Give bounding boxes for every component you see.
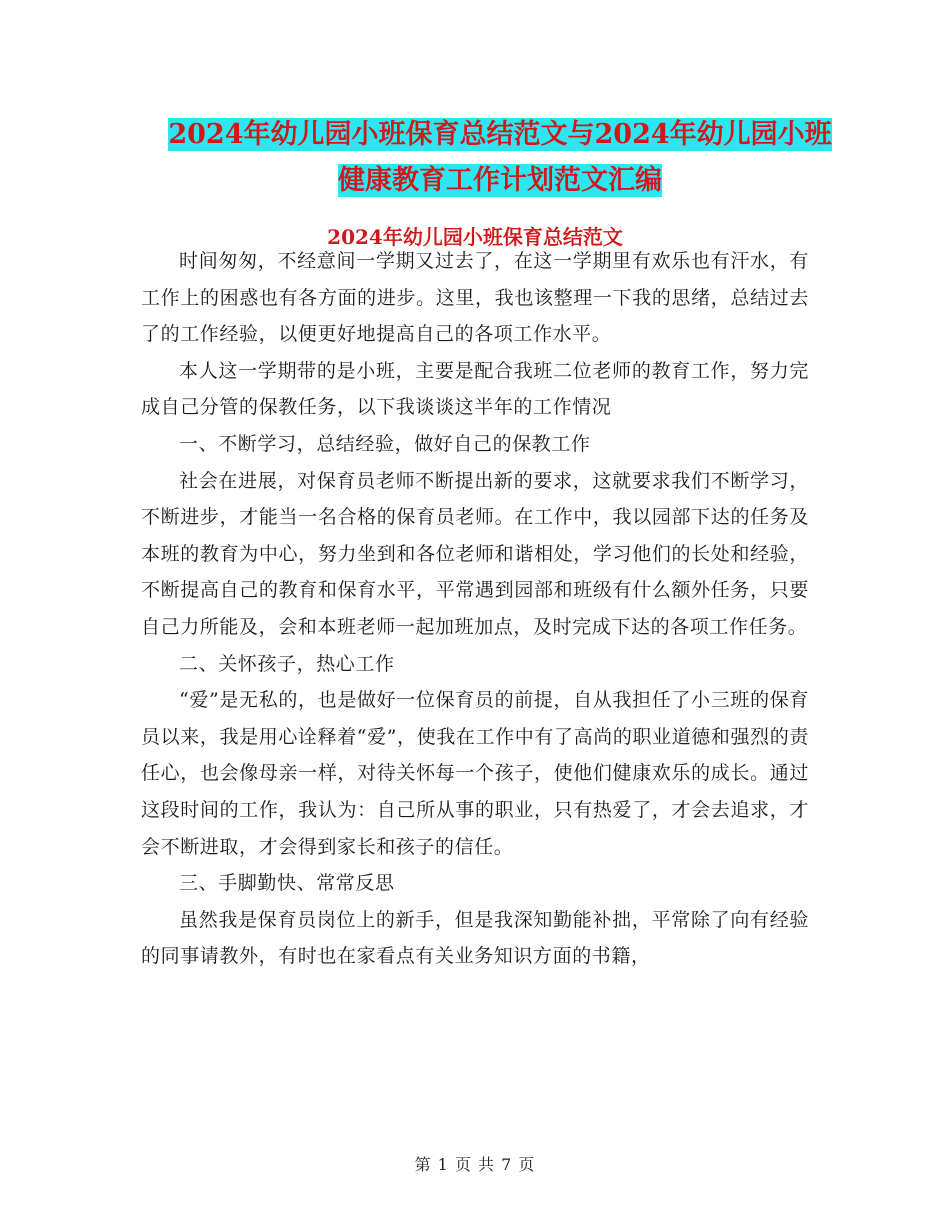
document-title-line-2: 健康教育工作计划范文汇编 — [338, 165, 662, 196]
section-heading: 二、关怀孩子，热心工作 — [179, 652, 395, 675]
document-title-line-1: 2024年幼儿园小班保育总结范文与2024年幼儿园小班 — [168, 119, 832, 150]
paragraph: 社会在进展，对保育员老师不断提出新的要求，这就要求我们不断学习，不断进步，才能当一名合格的保育员老师。在工作中，我以园部下达的任务及本班的教育为中心，努力坐到和各位老师和谐相处，学习他们的长处和经验，不断提高自己的教育和保育水平，平常遇到园部和班级有什么额外任务，只要自己力所能及，会和本班老师一起加班加点，及时完成下达的各项工作任务。 — [141, 469, 809, 638]
paragraph: 虽然我是保育员岗位上的新手，但是我深知勤能补拙，平常除了向有经验的同事请教外，有时也在家看点有关业务知识方面的书籍， — [141, 908, 809, 968]
section-heading: 一、不断学习，总结经验，做好自己的保教工作 — [179, 432, 591, 455]
page-footer: 第 1 页 共 7 页 — [414, 1155, 536, 1174]
document-body — [141, 243, 809, 975]
section-title: 2024年幼儿园小班保育总结范文 — [327, 225, 623, 249]
section-heading: 三、手脚勤快、常常反思 — [179, 872, 395, 895]
paragraph: 时间匆匆，不经意间一学期又过去了，在这一学期里有欢乐也有汗水，有工作上的困惑也有各方面的进步。这里，我也该整理一下我的思绪，总结过去了的工作经验，以便更好地提高自己的各项工作水平。 — [141, 250, 809, 346]
paragraph: “爱”是无私的，也是做好一位保育员的前提，自从我担任了小三班的保育员以来，我是用心诠释着“爱”，使我在工作中有了高尚的职业道德和强烈的责任心，也会像母亲一样，对待关怀每一个孩子，使他们健康欢乐的成长。通过这段时间的工作，我认为：自己所从事的职业，只有热爱了，才会去追求，才会不断进取，才会得到家长和孩子的信任。 — [141, 689, 809, 858]
paragraph: 本人这一学期带的是小班，主要是配合我班二位老师的教育工作，努力完成自己分管的保教任务，以下我谈谈这半年的工作情况 — [141, 359, 809, 419]
document-title — [120, 112, 880, 204]
